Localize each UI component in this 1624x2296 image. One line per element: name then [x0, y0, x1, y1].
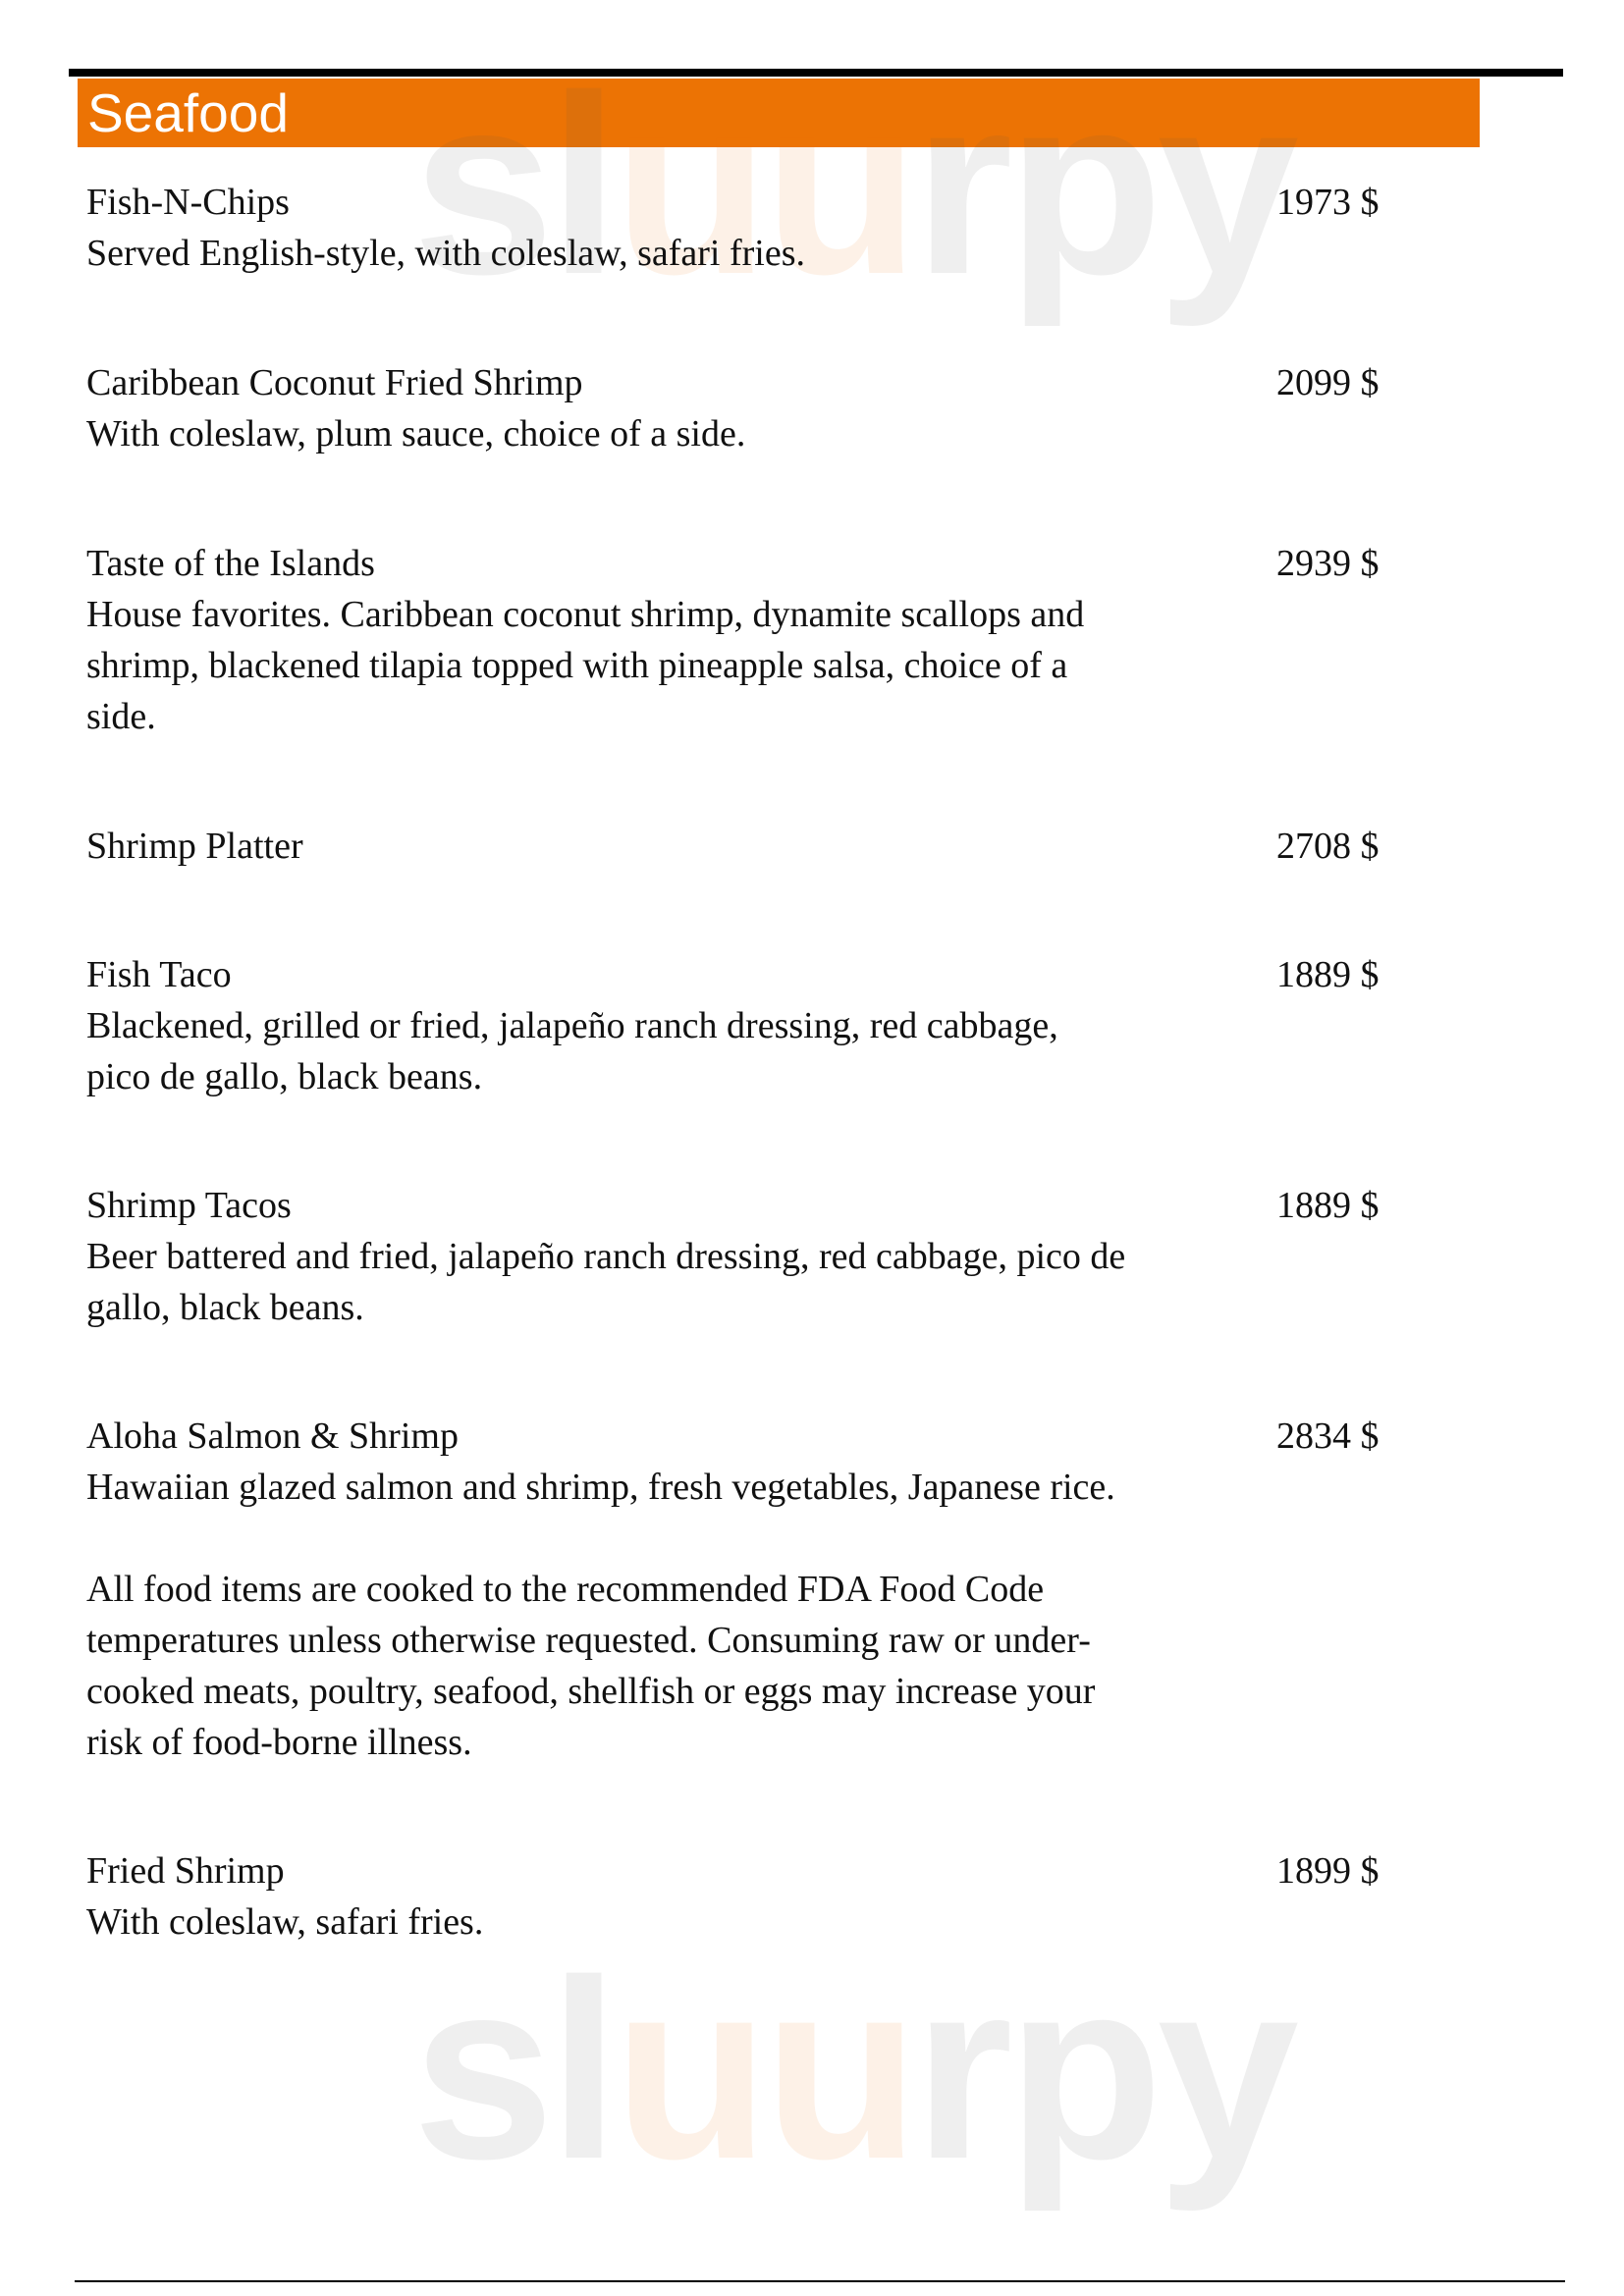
menu-item-price: 2708 $ — [1276, 826, 1380, 867]
menu-item-name: Taste of the Islands — [86, 543, 375, 584]
food-safety-disclaimer: cooked meats, poultry, seafood, shellfish or eggs may increase your — [86, 1671, 1096, 1712]
food-safety-disclaimer: All food items are cooked to the recommended FDA Food Code — [86, 1569, 1045, 1610]
menu-item-price: 1899 $ — [1276, 1850, 1380, 1892]
menu-item-description: shrimp, blackened tilapia topped with pineapple salsa, choice of a — [86, 645, 1068, 686]
menu-item-price: 2939 $ — [1276, 543, 1380, 584]
top-rule — [69, 69, 1563, 77]
menu-item-description: With coleslaw, safari fries. — [86, 1901, 484, 1943]
menu-item-name: Shrimp Platter — [86, 826, 303, 867]
menu-item-price: 1889 $ — [1276, 1185, 1380, 1226]
menu-item-description: Blackened, grilled or fried, jalapeño ranch dressing, red cabbage, — [86, 1005, 1058, 1046]
menu-item-name: Fish-N-Chips — [86, 182, 290, 223]
section-title: Seafood — [87, 82, 289, 143]
menu-item-description: House favorites. Caribbean coconut shrimp, dynamite scallops and — [86, 594, 1085, 635]
menu-item-description: Beer battered and fried, jalapeño ranch dressing, red cabbage, pico de — [86, 1236, 1126, 1277]
section-header — [78, 79, 1480, 147]
menu-item-price: 1889 $ — [1276, 954, 1380, 995]
menu-item-price: 1973 $ — [1276, 182, 1380, 223]
menu-item-description: pico de gallo, black beans. — [86, 1056, 483, 1097]
menu-item-name: Shrimp Tacos — [86, 1185, 292, 1226]
menu-item-name: Aloha Salmon & Shrimp — [86, 1415, 459, 1457]
menu-item-description: Served English-style, with coleslaw, safari fries. — [86, 233, 806, 274]
menu-item-description: Hawaiian glazed salmon and shrimp, fresh vegetables, Japanese rice. — [86, 1467, 1115, 1508]
menu-item-name: Fried Shrimp — [86, 1850, 285, 1892]
menu-item-name: Caribbean Coconut Fried Shrimp — [86, 362, 583, 403]
menu-item-description: gallo, black beans. — [86, 1287, 364, 1328]
menu-item-description: With coleslaw, plum sauce, choice of a side. — [86, 413, 746, 454]
food-safety-disclaimer: risk of food-borne illness. — [86, 1722, 472, 1763]
watermark-logo: sluurpy — [412, 1928, 1294, 2213]
menu-item-price: 2834 $ — [1276, 1415, 1380, 1457]
menu-item-description: side. — [86, 696, 156, 737]
watermark-logo: sluurpy — [412, 43, 1294, 328]
bottom-rule — [75, 2280, 1565, 2282]
menu-item-price: 2099 $ — [1276, 362, 1380, 403]
food-safety-disclaimer: temperatures unless otherwise requested. Consuming raw or under- — [86, 1620, 1091, 1661]
menu-item-name: Fish Taco — [86, 954, 232, 995]
